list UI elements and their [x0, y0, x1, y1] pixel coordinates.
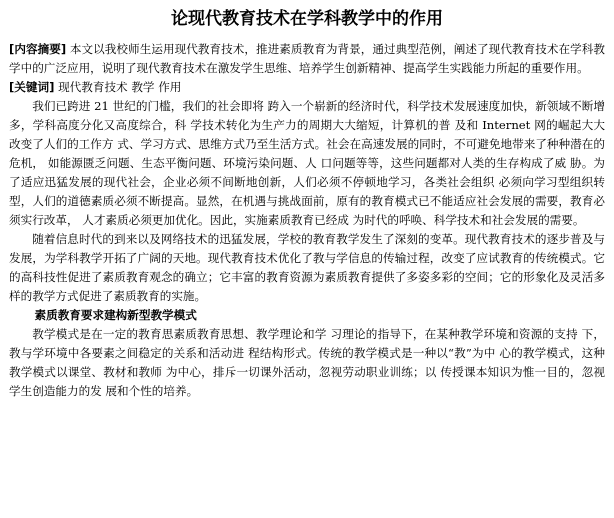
keywords-text: 现代教育技术 教学 作用	[54, 80, 182, 94]
abstract-paragraph	[9, 40, 605, 78]
section-paragraph: 教学模式是在一定的教育思素质教育思想、教学理论和学 习理论的指导下，在某种教学环境和资源的支持 下，教与学环境中各要素之间稳定的关系和活动进 程结构形式。传统的教学模式是一种以“教”为中 心的教学模式，这种教学模式以课堂、教材和教师 为中心，排斥一切课外活动，忽视劳动职业训练；以 传授课本知识为惟一目的，忽视学生创造能力的发 展和个性的培养。	[9, 327, 605, 398]
document-title: 论现代教育技术在学科教学中的作用	[171, 9, 443, 29]
abstract-text: 本文以我校师生运用现代教育技术，推进素质教育为背景，通过典型范例，阐述了现代教育技术在学科教学中的广泛应用，说明了现代教育技术在激发学生思维、培养学生创新精神、提高学生实践能力所起的重要作用。	[9, 42, 605, 75]
keywords-paragraph	[9, 78, 605, 97]
abstract-label: [内容摘要]	[9, 42, 67, 56]
keywords-label: [关键词]	[9, 80, 55, 94]
section-heading: 素质教育要求建构新型教学模式	[34, 308, 197, 322]
body-paragraph-1: 我们已跨进 21 世纪的门槛，我们的社会即将 跨入一个崭新的经济时代，科学技术发展速度加快，新领域不断增多，学科高度分化又高度综合，科 学技术转化为生产力的周期大大缩短，计算机的普 及和 Internet 网的崛起大大改变了人们的工作方 式、学习方式、思维方式乃至生活方式。社会在高速发展的同时，不可避免地带来了种种潜在的危机， 如能源匮乏问题、生态平衡问题、环境污染问题、人 口问题等等，这些问题都对人类的生存构成了威 胁。为了适应迅猛发展的现代社会，企业必须不间断地创新，人们必须不停顿地学习，各类社会组织 必须向学习型组织转型，人们的道德素质必须不断提高。显然，在机遇与挑战面前，原有的教育模式已不能适应社会发展的需要，教育必须实行改革， 人才素质必须更加优化。因此，实施素质教育已经成 为时代的呼唤、科学技术和社会发展的需要。	[9, 99, 605, 227]
body-paragraph-2: 随着信息时代的到来以及网络技术的迅猛发展，学校的教育教学发生了深刻的变革。现代教育技术的逐步普及与发展，为学科教学开拓了广阔的天地。现代教育技术优化了教与学信息的传输过程，改变了应试教育的传统模式。它的高科技性促进了素质教育观念的确立；它丰富的教育资源为素质教育提供了多姿多彩的空间；它的形象化及灵活多样的教学方式促进了素质教育的实施。	[9, 232, 605, 303]
